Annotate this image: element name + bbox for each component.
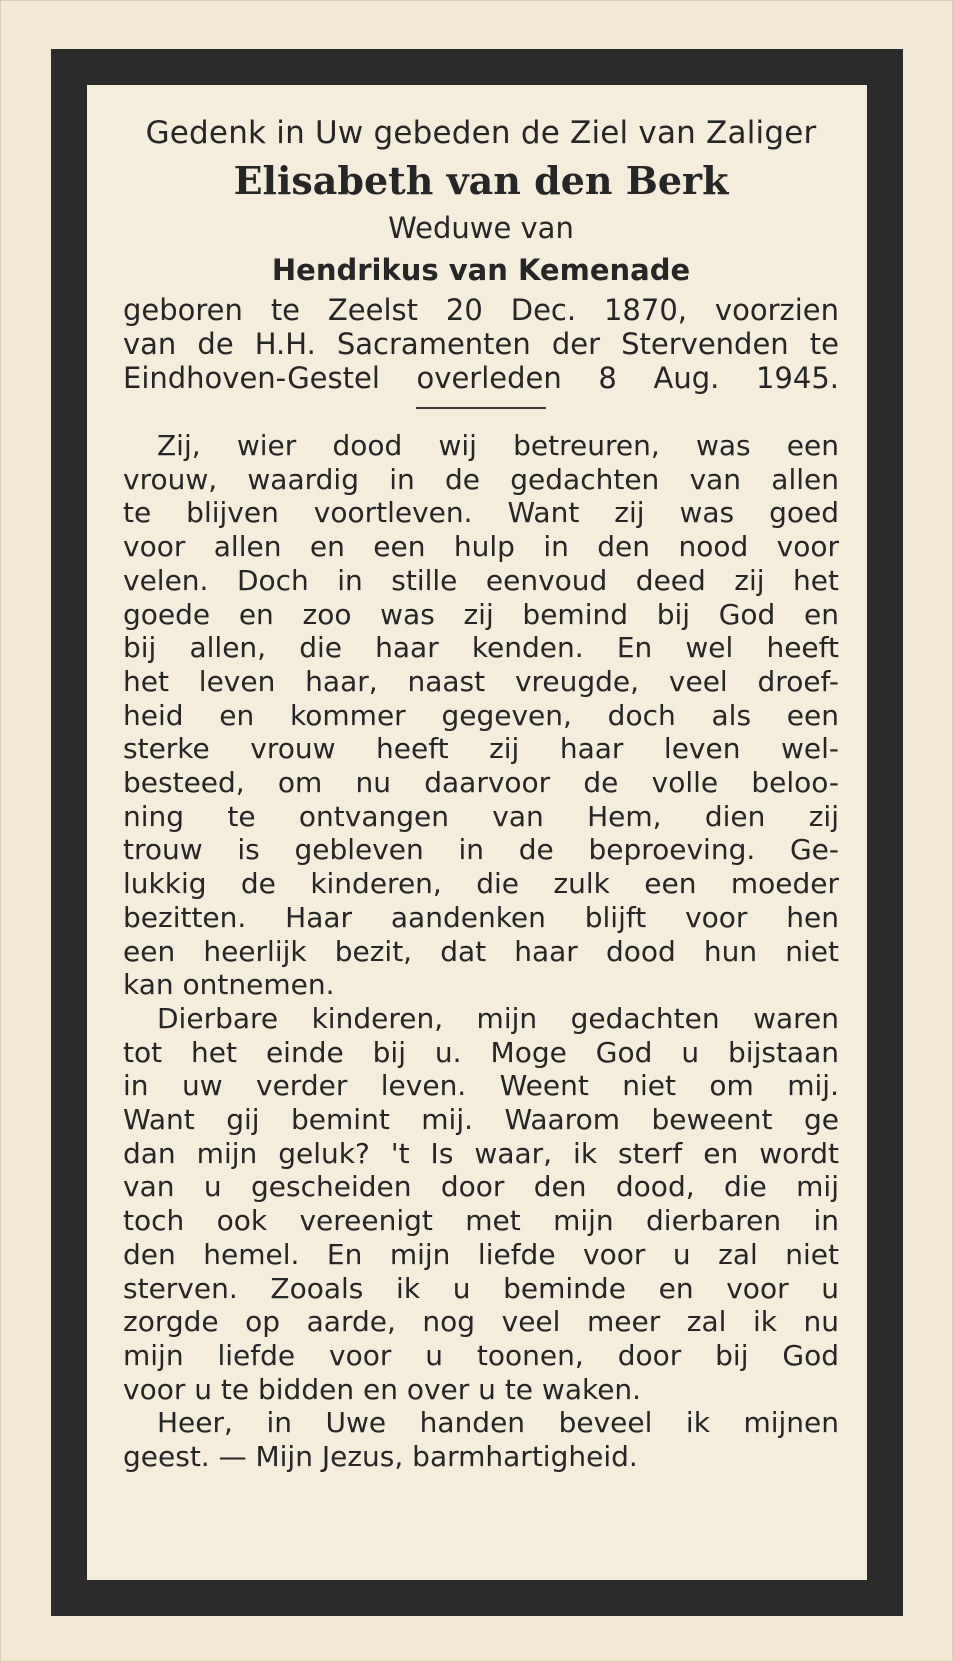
text-line: vrouw, waardig in de gedachten van allen <box>123 462 839 496</box>
text-line: Heer, in Uwe handen beveel ik mijnen <box>157 1406 839 1440</box>
text-line: goede en zoo was zij bemind bij God en <box>123 597 839 631</box>
bio-line: van de H.H. Sacramenten der Stervenden te <box>123 327 839 361</box>
biography-block <box>123 293 839 395</box>
text-line: trouw is gebleven in de beproeving. Ge- <box>123 833 839 867</box>
text-line: in uw verder leven. Weent niet om mij. <box>123 1069 839 1103</box>
text-line: sterven. Zooals ik u beminde en voor u <box>123 1271 839 1305</box>
bio-line: Eindhoven-Gestel overleden 8 Aug. 1945. <box>123 361 839 395</box>
text-line: dan mijn geluk? 't Is waar, ik sterf en wordt <box>123 1136 839 1170</box>
text-line: zorgde op aarde, nog veel meer zal ik nu <box>123 1305 839 1339</box>
card-header: Gedenk in Uw gebeden de Ziel van Zaliger <box>145 115 817 151</box>
widow-of-label: Weduwe van <box>388 211 574 245</box>
paragraph-tribute <box>123 429 839 1002</box>
bio-line: geboren te Zeelst 20 Dec. 1870, voorzien <box>123 293 839 327</box>
text-line: tot het einde bij u. Moge God u bijstaan <box>123 1035 839 1069</box>
text-line: toch ook vereenigt met mijn dierbaren in <box>123 1204 839 1238</box>
text-line: ning te ontvangen van Hem, dien zij <box>123 799 839 833</box>
divider-rule <box>416 407 546 409</box>
text-line: lukkig de kinderen, die zulk een moeder <box>123 867 839 901</box>
text-line: Dierbare kinderen, mijn gedachten waren <box>157 1001 839 1035</box>
text-line: velen. Doch in stille eenvoud deed zij het <box>123 563 839 597</box>
text-line: besteed, om nu daarvoor de volle beloo- <box>123 766 839 800</box>
paragraph-farewell <box>123 1002 839 1406</box>
text-line: voor allen en een hulp in den nood voor <box>123 530 839 564</box>
text-line: geest. — Mijn Jezus, barmhartigheid. <box>123 1440 638 1474</box>
text-line: van u gescheiden door den dood, die mij <box>123 1170 839 1204</box>
text-line: te blijven voortleven. Want zij was goed <box>123 496 839 530</box>
deceased-name: Elisabeth van den Berk <box>233 158 729 203</box>
text-line: een heerlijk bezit, dat haar dood hun niet <box>123 934 839 968</box>
text-line: kan ontnemen. <box>123 968 335 1002</box>
text-line: Want gij bemint mij. Waarom beweent ge <box>123 1103 839 1137</box>
text-line: voor u te bidden en over u te waken. <box>123 1372 642 1406</box>
text-line: den hemel. En mijn liefde voor u zal niet <box>123 1237 839 1271</box>
text-line: Zij, wier dood wij betreuren, was een <box>157 429 839 462</box>
text-line: bezitten. Haar aandenken blijft voor hen <box>123 900 839 934</box>
text-line: heid en kommer gegeven, doch als een <box>123 698 839 732</box>
husband-name: Hendrikus van Kemenade <box>271 253 691 287</box>
text-line: het leven haar, naast vreugde, veel droef- <box>123 664 839 698</box>
text-line: bij allen, die haar kenden. En wel heeft <box>123 631 839 665</box>
paragraph-prayer <box>123 1406 839 1473</box>
text-line: sterke vrouw heeft zij haar leven wel- <box>123 732 839 766</box>
text-line: mijn liefde voor u toonen, door bij God <box>123 1338 839 1372</box>
card-content <box>123 111 839 1474</box>
